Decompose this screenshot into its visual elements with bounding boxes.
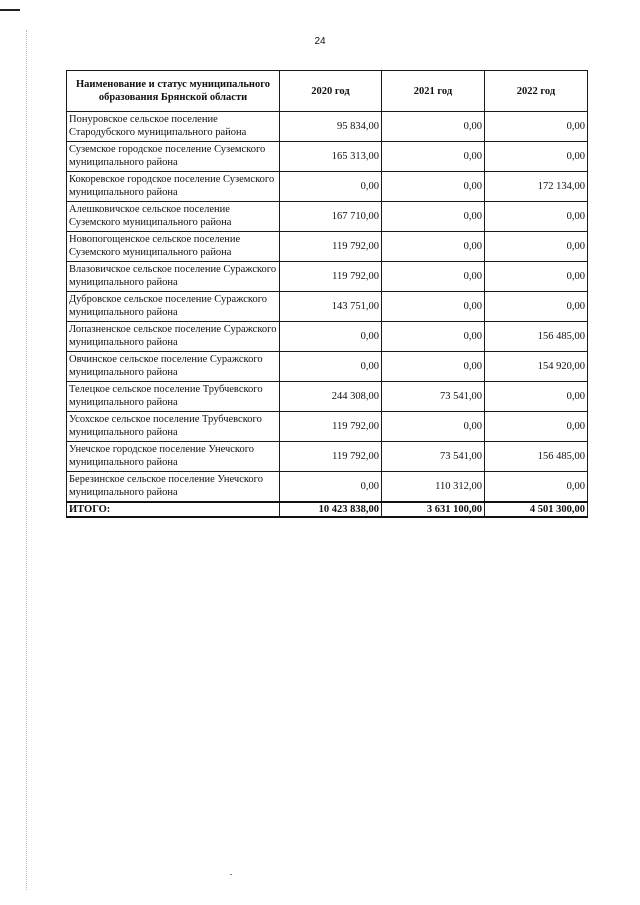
row-2020: 167 710,00 <box>280 202 382 232</box>
row-2021: 0,00 <box>382 232 485 262</box>
row-name: Дубровское сельское поселение Суражского муниципального района <box>67 292 280 322</box>
row-2021: 0,00 <box>382 172 485 202</box>
row-2022: 0,00 <box>485 382 588 412</box>
row-2021: 0,00 <box>382 292 485 322</box>
row-2021: 0,00 <box>382 142 485 172</box>
row-name: Березинское сельское поселение Унечского муниципального района <box>67 472 280 503</box>
row-2021: 73 541,00 <box>382 442 485 472</box>
table-row <box>67 112 588 142</box>
margin-scan-dots <box>26 30 27 890</box>
row-2021: 0,00 <box>382 202 485 232</box>
table-row <box>67 292 588 322</box>
total-row <box>67 502 588 517</box>
row-2021: 0,00 <box>382 412 485 442</box>
header-2020: 2020 год <box>280 71 382 112</box>
row-2022: 0,00 <box>485 472 588 503</box>
row-2022: 0,00 <box>485 142 588 172</box>
subsidy-table <box>66 70 588 518</box>
row-2021: 0,00 <box>382 352 485 382</box>
row-2020: 0,00 <box>280 172 382 202</box>
total-label: ИТОГО: <box>67 502 280 517</box>
row-name: Новопогощенское сельское поселение Суземского муниципального района <box>67 232 280 262</box>
header-2021: 2021 год <box>382 71 485 112</box>
row-2020: 0,00 <box>280 322 382 352</box>
total-2020: 10 423 838,00 <box>280 502 382 517</box>
table-row <box>67 412 588 442</box>
row-2022: 0,00 <box>485 262 588 292</box>
row-2021: 110 312,00 <box>382 472 485 503</box>
table-row <box>67 142 588 172</box>
table-row <box>67 322 588 352</box>
table-header-row <box>67 71 588 112</box>
row-2020: 143 751,00 <box>280 292 382 322</box>
binding-mark <box>0 9 20 11</box>
header-2022: 2022 год <box>485 71 588 112</box>
row-name: Понуровское сельское поселение Стародубского муниципального района <box>67 112 280 142</box>
table-row <box>67 472 588 503</box>
page-number: 24 <box>314 36 326 47</box>
table-row <box>67 262 588 292</box>
row-name: Телецкое сельское поселение Трубчевского муниципального района <box>67 382 280 412</box>
row-2021: 73 541,00 <box>382 382 485 412</box>
row-2020: 95 834,00 <box>280 112 382 142</box>
row-2022: 172 134,00 <box>485 172 588 202</box>
row-2020: 119 792,00 <box>280 232 382 262</box>
row-2022: 0,00 <box>485 112 588 142</box>
table-row <box>67 202 588 232</box>
row-2020: 165 313,00 <box>280 142 382 172</box>
row-2022: 0,00 <box>485 412 588 442</box>
total-2021: 3 631 100,00 <box>382 502 485 517</box>
row-2022: 156 485,00 <box>485 442 588 472</box>
row-name: Усохское сельское поселение Трубчевского муниципального района <box>67 412 280 442</box>
table-row <box>67 442 588 472</box>
row-2020: 0,00 <box>280 472 382 503</box>
row-name: Лопазненское сельское поселение Суражского муниципального района <box>67 322 280 352</box>
table-row <box>67 232 588 262</box>
row-2020: 119 792,00 <box>280 442 382 472</box>
row-2022: 154 920,00 <box>485 352 588 382</box>
row-2020: 244 308,00 <box>280 382 382 412</box>
header-name: Наименование и статус муниципального образования Брянской области <box>67 71 280 112</box>
row-2020: 119 792,00 <box>280 262 382 292</box>
row-2021: 0,00 <box>382 322 485 352</box>
table-row <box>67 352 588 382</box>
row-2022: 0,00 <box>485 202 588 232</box>
row-name: Овчинское сельское поселение Суражского муниципального района <box>67 352 280 382</box>
row-name: Унечское городское поселение Унечского муниципального района <box>67 442 280 472</box>
row-2021: 0,00 <box>382 262 485 292</box>
row-name: Суземское городское поселение Суземского муниципального района <box>67 142 280 172</box>
row-2022: 156 485,00 <box>485 322 588 352</box>
row-name: Кокоревское городское поселение Суземского муниципального района <box>67 172 280 202</box>
row-name: Алешковичское сельское поселение Суземского муниципального района <box>67 202 280 232</box>
scan-speck <box>230 874 232 875</box>
row-2022: 0,00 <box>485 232 588 262</box>
row-2021: 0,00 <box>382 112 485 142</box>
row-2022: 0,00 <box>485 292 588 322</box>
total-2022: 4 501 300,00 <box>485 502 588 517</box>
table-row <box>67 172 588 202</box>
row-2020: 0,00 <box>280 352 382 382</box>
row-name: Влазовичское сельское поселение Суражского муниципального района <box>67 262 280 292</box>
table-row <box>67 382 588 412</box>
row-2020: 119 792,00 <box>280 412 382 442</box>
